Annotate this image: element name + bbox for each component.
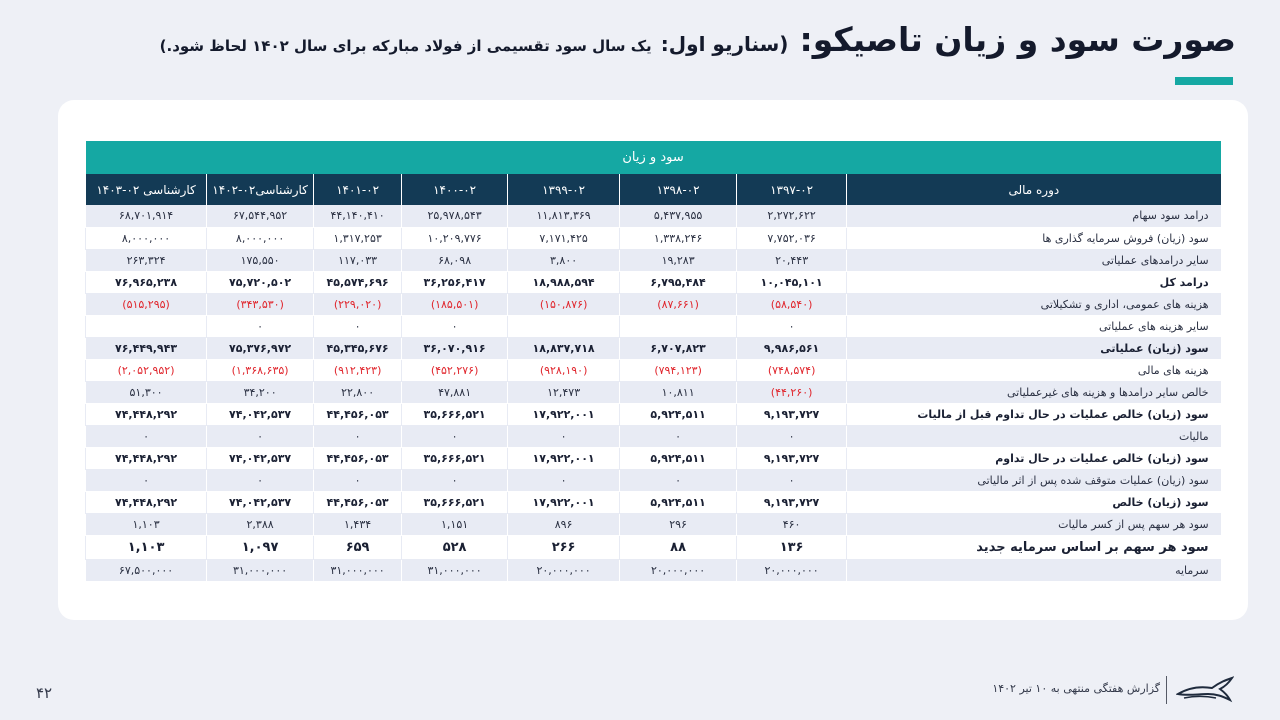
table-cell: ۸,۰۰۰,۰۰۰ [207,227,314,249]
table-cell: ۳۵,۶۶۶,۵۲۱ [402,403,508,425]
table-cell: ۳۱,۰۰۰,۰۰۰ [402,559,508,581]
profit-loss-table [85,141,1221,582]
table-cell: ۳۶,۰۷۰,۹۱۶ [402,337,508,359]
table-cell: ۴۶۰ [737,513,847,535]
table-cell: ۵۲۸ [402,535,508,559]
row-label: سرمایه [847,559,1221,581]
table-cell: ۹,۱۹۳,۷۲۷ [737,491,847,513]
table-cell: ۷۴,۰۴۲,۵۳۷ [207,447,314,469]
table-caption: سود و زیان [86,141,1221,174]
table-cell [86,315,207,337]
table-cell: ۶۷,۵۰۰,۰۰۰ [86,559,207,581]
row-label: سایر هزینه های عملیاتی [847,315,1221,337]
table-cell: ۴۵,۳۴۵,۶۷۶ [314,337,402,359]
table-cell: ۰ [508,425,620,447]
table-cell: ۳۵,۶۶۶,۵۲۱ [402,447,508,469]
page-number: ۴۲ [36,684,53,702]
table-row [86,469,1221,491]
table-cell: ۱۷,۹۲۲,۰۰۱ [508,447,620,469]
table-cell: ۸۸ [620,535,737,559]
table-cell: ۲۰,۴۴۳ [737,249,847,271]
table-cell: ۴۵,۵۷۴,۶۹۶ [314,271,402,293]
table-cell: (۷۹۴,۱۲۳) [620,359,737,381]
table-cell: (۵۱۵,۲۹۵) [86,293,207,315]
table-cell: ۰ [207,425,314,447]
table-cell: ۲۲,۸۰۰ [314,381,402,403]
table-cell: ۰ [508,469,620,491]
row-label: سود (زیان) خالص [847,491,1221,513]
table-cell: ۷۴,۰۴۲,۵۳۷ [207,403,314,425]
column-header: ۱۴۰۱-۰۲ [314,174,402,205]
table-cell: ۱۸,۹۸۸,۵۹۴ [508,271,620,293]
table-cell: (۵۸,۵۴۰) [737,293,847,315]
column-header: ۱۳۹۹-۰۲ [508,174,620,205]
table-cell: (۳۴۳,۵۳۰) [207,293,314,315]
table-cell: (۴۵۲,۲۷۶) [402,359,508,381]
column-header: ۱۴۰۰-۰۲ [402,174,508,205]
table-cell: ۳۱,۰۰۰,۰۰۰ [314,559,402,581]
row-label: مالیات [847,425,1221,447]
table-cell: ۰ [402,425,508,447]
table-cell: ۲۰,۰۰۰,۰۰۰ [508,559,620,581]
row-label: هزینه های عمومی، اداری و تشکیلاتی [847,293,1221,315]
table-cell: ۳۵,۶۶۶,۵۲۱ [402,491,508,513]
table-cell: ۷۶,۹۶۵,۲۳۸ [86,271,207,293]
table-cell: ۴۴,۴۵۶,۰۵۳ [314,491,402,513]
table-row [86,403,1221,425]
table-cell: ۰ [86,469,207,491]
table-cell: ۳۱,۰۰۰,۰۰۰ [207,559,314,581]
row-label: سود هر سهم پس از کسر مالیات [847,513,1221,535]
table-row [86,559,1221,581]
table-cell: ۲۵,۹۷۸,۵۴۳ [402,205,508,227]
table-row [86,447,1221,469]
table-cell: ۴۴,۱۴۰,۴۱۰ [314,205,402,227]
table-row [86,271,1221,293]
table-row [86,513,1221,535]
table-cell: ۲۰,۰۰۰,۰۰۰ [737,559,847,581]
table-cell: ۶۸,۰۹۸ [402,249,508,271]
table-cell: ۶,۷۹۵,۴۸۴ [620,271,737,293]
table-cell: ۶۷,۵۴۴,۹۵۲ [207,205,314,227]
table-row [86,425,1221,447]
table-cell: (۲۲۹,۰۲۰) [314,293,402,315]
column-header: ۱۳۹۸-۰۲ [620,174,737,205]
table-cell: ۱,۳۳۸,۲۴۶ [620,227,737,249]
table-cell: (۱۵۰,۸۷۶) [508,293,620,315]
table-cell: ۴۴,۴۵۶,۰۵۳ [314,447,402,469]
table-cell: ۲,۲۷۲,۶۲۲ [737,205,847,227]
table-cell: ۱۰,۰۴۵,۱۰۱ [737,271,847,293]
table-cell: ۱۱,۸۱۳,۳۶۹ [508,205,620,227]
table-cell: ۲۶۳,۳۲۴ [86,249,207,271]
table-cell: ۷,۱۷۱,۴۲۵ [508,227,620,249]
table-cell: (۲,۰۵۲,۹۵۲) [86,359,207,381]
table-cell: ۱,۴۳۴ [314,513,402,535]
table-cell: ۱۰,۸۱۱ [620,381,737,403]
table-cell: (۹۱۲,۴۲۳) [314,359,402,381]
table-cell: ۷۴,۰۴۲,۵۳۷ [207,491,314,513]
table-cell: ۰ [620,425,737,447]
table-cell: ۶۸,۷۰۱,۹۱۴ [86,205,207,227]
table-cell: ۸۹۶ [508,513,620,535]
column-header: ۱۳۹۷-۰۲ [737,174,847,205]
table-cell: ۴۷,۸۸۱ [402,381,508,403]
page-title: صورت سود و زیان تاصیکو: [799,20,1236,59]
table-cell: ۱,۳۱۷,۲۵۳ [314,227,402,249]
table-cell: ۱۱۷,۰۳۳ [314,249,402,271]
table-card [58,100,1248,620]
scenario-label: (سناریو اول: [660,32,789,56]
footer-divider [1166,676,1167,704]
table-cell [620,315,737,337]
title-row [159,20,1236,59]
table-cell: ۱۷,۹۲۲,۰۰۱ [508,491,620,513]
table-cell: ۰ [737,469,847,491]
table-row [86,359,1221,381]
table-cell: ۰ [207,315,314,337]
table-cell: ۰ [737,315,847,337]
table-cell: ۰ [314,469,402,491]
title-accent-bar [1175,77,1233,85]
table-cell: ۷۴,۴۴۸,۲۹۲ [86,403,207,425]
table-cell: ۵۱,۳۰۰ [86,381,207,403]
table-cell: ۷۵,۳۷۶,۹۷۲ [207,337,314,359]
table-cell: ۵,۹۲۴,۵۱۱ [620,403,737,425]
table-cell: ۰ [314,315,402,337]
table-body [86,205,1221,581]
table-cell: ۸,۰۰۰,۰۰۰ [86,227,207,249]
table-cell: (۹۲۸,۱۹۰) [508,359,620,381]
table-cell: ۱۰,۲۰۹,۷۷۶ [402,227,508,249]
row-label: سود (زیان) خالص عملیات در حال تداوم [847,447,1221,469]
table-cell: ۵,۹۲۴,۵۱۱ [620,447,737,469]
table-cell: ۷۶,۴۴۹,۹۴۳ [86,337,207,359]
table-cell: (۱,۳۶۸,۶۳۵) [207,359,314,381]
table-row [86,535,1221,559]
table-cell: ۱۹,۲۸۳ [620,249,737,271]
table-cell: ۰ [207,469,314,491]
table-cell: ۲۶۶ [508,535,620,559]
table-cell: ۷۴,۴۴۸,۲۹۲ [86,491,207,513]
table-cell: ۰ [314,425,402,447]
table-cell: ۳,۸۰۰ [508,249,620,271]
table-cell: (۸۷,۶۶۱) [620,293,737,315]
table-cell: ۰ [402,315,508,337]
table-row [86,249,1221,271]
table-cell: ۱۸,۸۳۷,۷۱۸ [508,337,620,359]
table-cell: ۰ [737,425,847,447]
table-cell: ۰ [86,425,207,447]
table-cell: ۳۶,۲۵۶,۴۱۷ [402,271,508,293]
table-cell: ۶۵۹ [314,535,402,559]
scenario-text: یک سال سود تقسیمی از فولاد مبارکه برای سال ۱۴۰۲ لحاظ شود.) [159,37,652,55]
table-row [86,381,1221,403]
table-row [86,337,1221,359]
row-label: هزینه های مالی [847,359,1221,381]
table-cell: ۶,۷۰۷,۸۲۳ [620,337,737,359]
table-cell: ۷۵,۷۲۰,۵۰۲ [207,271,314,293]
table-cell: ۵,۹۲۴,۵۱۱ [620,491,737,513]
row-label: سود (زیان) خالص عملیات در حال تداوم قبل از مالیات [847,403,1221,425]
footer-report-text: گزارش هفتگی منتهی به ۱۰ تیر ۱۴۰۲ [992,682,1160,695]
row-label: سود (زیان) عملیات متوقف شده پس از اثر مالیاتی [847,469,1221,491]
table-cell: ۷,۷۵۲,۰۳۶ [737,227,847,249]
table-cell: ۱,۱۰۳ [86,513,207,535]
table-cell: ۱,۰۹۷ [207,535,314,559]
row-label: سود (زیان) فروش سرمایه گذاری ها [847,227,1221,249]
table-cell: ۱,۱۰۳ [86,535,207,559]
table-row [86,491,1221,513]
table-cell: ۲,۳۸۸ [207,513,314,535]
table-cell [508,315,620,337]
table-cell: ۲۰,۰۰۰,۰۰۰ [620,559,737,581]
column-header: کارشناسی ۰۲-۱۴۰۳ [86,174,207,205]
table-cell: ۹,۱۹۳,۷۲۷ [737,403,847,425]
table-cell: (۷۴۸,۵۷۴) [737,359,847,381]
table-cell: ۰ [402,469,508,491]
row-label: سود هر سهم بر اساس سرمایه جدید [847,535,1221,559]
table-cell: ۹,۱۹۳,۷۲۷ [737,447,847,469]
table-cell: ۷۴,۴۴۸,۲۹۲ [86,447,207,469]
row-label: درامد کل [847,271,1221,293]
table-cell: (۴۴,۲۶۰) [737,381,847,403]
table-cell: ۱,۱۵۱ [402,513,508,535]
table-cell: ۰ [620,469,737,491]
table-cell: ۱۷,۹۲۲,۰۰۱ [508,403,620,425]
row-label: درامد سود سهام [847,205,1221,227]
table-cell: ۳۴,۲۰۰ [207,381,314,403]
table-row [86,293,1221,315]
table-cell: ۱۲,۴۷۳ [508,381,620,403]
table-cell: ۵,۴۳۷,۹۵۵ [620,205,737,227]
table-cell: ۱۳۶ [737,535,847,559]
row-label: سود (زیان) عملیاتی [847,337,1221,359]
row-label: سایر درامدهای عملیاتی [847,249,1221,271]
table-cell: ۲۹۶ [620,513,737,535]
table-cell: ۱۷۵,۵۵۰ [207,249,314,271]
column-header: کارشناسی۰۲-۱۴۰۲ [207,174,314,205]
table-row [86,205,1221,227]
table-cell: (۱۸۵,۵۰۱) [402,293,508,315]
table-cell: ۹,۹۸۶,۵۶۱ [737,337,847,359]
table-row [86,315,1221,337]
table-header-row [86,174,1221,205]
row-label: خالص سایر درامدها و هزینه های غیرعملیاتی [847,381,1221,403]
table-cell: ۴۴,۴۵۶,۰۵۳ [314,403,402,425]
bird-logo-icon [1176,674,1234,704]
column-header: دوره مالی [847,174,1221,205]
table-row [86,227,1221,249]
